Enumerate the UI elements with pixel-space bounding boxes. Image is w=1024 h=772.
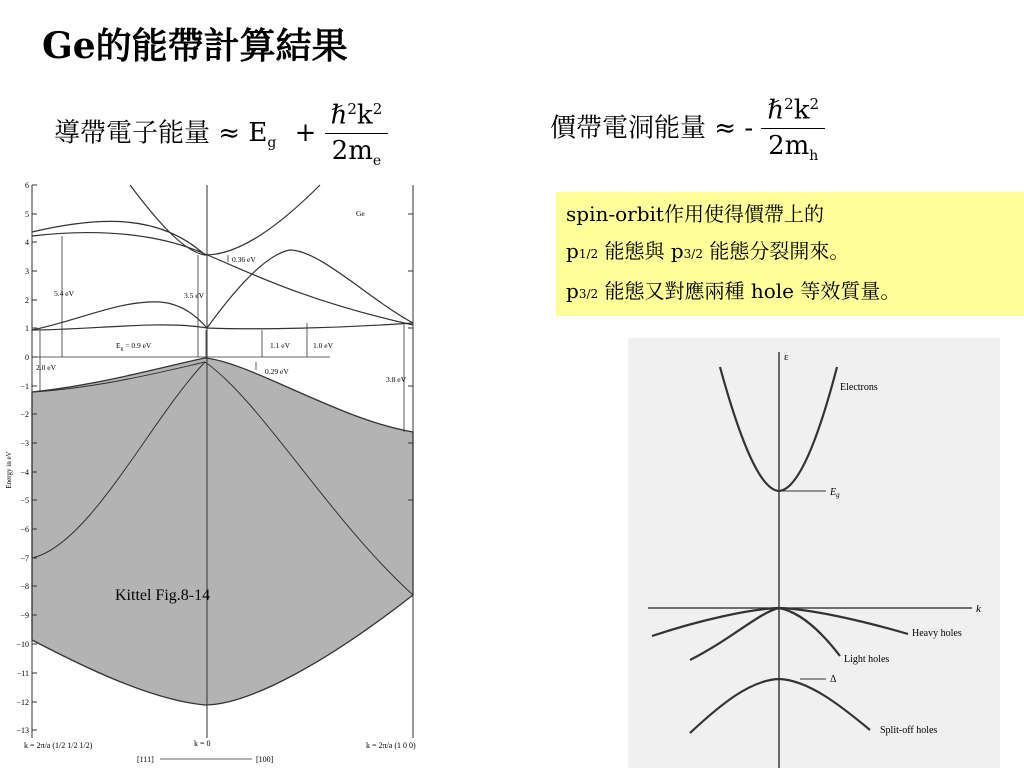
gap-35-label: 3.5 eV (184, 291, 204, 300)
note-line-3: p3/2 能態又對應兩種 hole 等效質量。 (566, 279, 901, 303)
light-holes-label: Light holes (844, 654, 890, 665)
valence-equation (550, 95, 825, 164)
y-tick-label: −9 (20, 611, 29, 620)
band-curve (130, 185, 320, 255)
fraction-denominator: $2m_h$ (768, 130, 819, 164)
y-tick-label: −4 (20, 468, 29, 477)
y-tick-label: −7 (20, 554, 29, 563)
ge-band-diagram (0, 180, 422, 768)
y-tick-label: −11 (16, 669, 29, 678)
schematic-band-diagram (628, 338, 1000, 768)
gap-029-label: 0.29 eV (265, 367, 289, 376)
y-tick-label: −12 (16, 698, 29, 707)
conduction-fraction (325, 100, 389, 169)
y-tick-label: −1 (20, 382, 29, 391)
y-tick-label: 4 (25, 238, 29, 247)
gap-54-label: 5.4 eV (54, 289, 74, 298)
k-right-label: k = 2π/a (1 0 0) (366, 741, 416, 750)
valence-label: 價帶電洞能量 (550, 113, 707, 144)
eg-symbol: $E_g$ (248, 118, 277, 152)
k-center-label: k = 0 (194, 739, 211, 748)
fraction-denominator: $2m_e$ (331, 135, 382, 169)
y-tick-label: 2 (25, 296, 29, 305)
valence-band-shading (32, 358, 413, 705)
gap-036-label: 0.36 eV (232, 255, 256, 264)
approx-symbol: ≈ (218, 118, 241, 149)
gap-38-label: 3.8 eV (386, 375, 406, 384)
band-curve (32, 323, 413, 330)
y-tick-label: −10 (16, 640, 29, 649)
y-tick-label: 3 (25, 267, 29, 276)
eg-label: $E_g$ (830, 487, 840, 499)
y-tick-label: −2 (20, 410, 29, 419)
y-tick-label: −8 (20, 582, 29, 591)
figure-caption: Kittel Fig.8-14 (115, 587, 211, 604)
conduction-equation (54, 100, 388, 169)
schematic-band-figure (628, 338, 1000, 768)
y-tick-label: −5 (20, 496, 29, 505)
plus-symbol: + (294, 118, 317, 149)
direction-111-label: [111] (137, 755, 154, 764)
spin-orbit-note (556, 192, 1024, 316)
element-label: Ge (356, 209, 365, 218)
band-curve (32, 233, 413, 325)
y-tick-label: −3 (20, 439, 29, 448)
y-tick-label: 1 (25, 324, 29, 333)
delta-label: Δ (830, 674, 837, 685)
eg-label: $E_g = 0.9$ eV (116, 341, 152, 352)
direction-100-label: [100] (256, 755, 274, 764)
valence-fraction (761, 95, 825, 164)
y-tick-label: 6 (25, 181, 29, 190)
y-tick-label: −6 (20, 525, 29, 534)
k-left-label: k = 2π/a (1/2 1/2 1/2) (24, 741, 93, 750)
conduction-bands (32, 185, 413, 330)
electrons-label: Electrons (840, 382, 878, 393)
k-point-labels (24, 739, 416, 764)
gap-20-label: 2.0 eV (36, 363, 56, 372)
scan-background (628, 338, 1000, 768)
minus-symbol: - (744, 113, 754, 144)
ge-band-structure-figure (0, 180, 422, 768)
split-off-label: Split-off holes (880, 725, 938, 736)
y-tick-label: 0 (25, 353, 29, 362)
y-tick-label: −13 (16, 726, 29, 735)
gap-10-label: 1.0 eV (313, 341, 333, 350)
note-line-2: p1/2 能態與 p3/2 能態分裂開來。 (566, 239, 850, 263)
heavy-holes-label: Heavy holes (912, 628, 962, 639)
gap-11-label: 1.1 eV (270, 341, 290, 350)
conduction-label: 導帶電子能量 (54, 118, 211, 149)
fraction-numerator: $\hbar^2k^2$ (325, 100, 389, 134)
y-tick-labels (16, 181, 29, 735)
band-curve (32, 221, 205, 255)
approx-symbol: ≈ (714, 113, 737, 144)
y-axis-label: Energy in eV (5, 451, 13, 489)
energy-axis-label: ε (784, 351, 789, 363)
y-tick-label: 5 (25, 210, 29, 219)
note-line-1: spin-orbit作用使得價帶上的 (566, 202, 824, 226)
fraction-numerator: $\hbar^2k^2$ (761, 95, 825, 129)
band-annotations (36, 209, 407, 384)
k-axis-label: k (976, 603, 981, 615)
slide-title: Ge的能帶計算結果 (42, 25, 348, 67)
